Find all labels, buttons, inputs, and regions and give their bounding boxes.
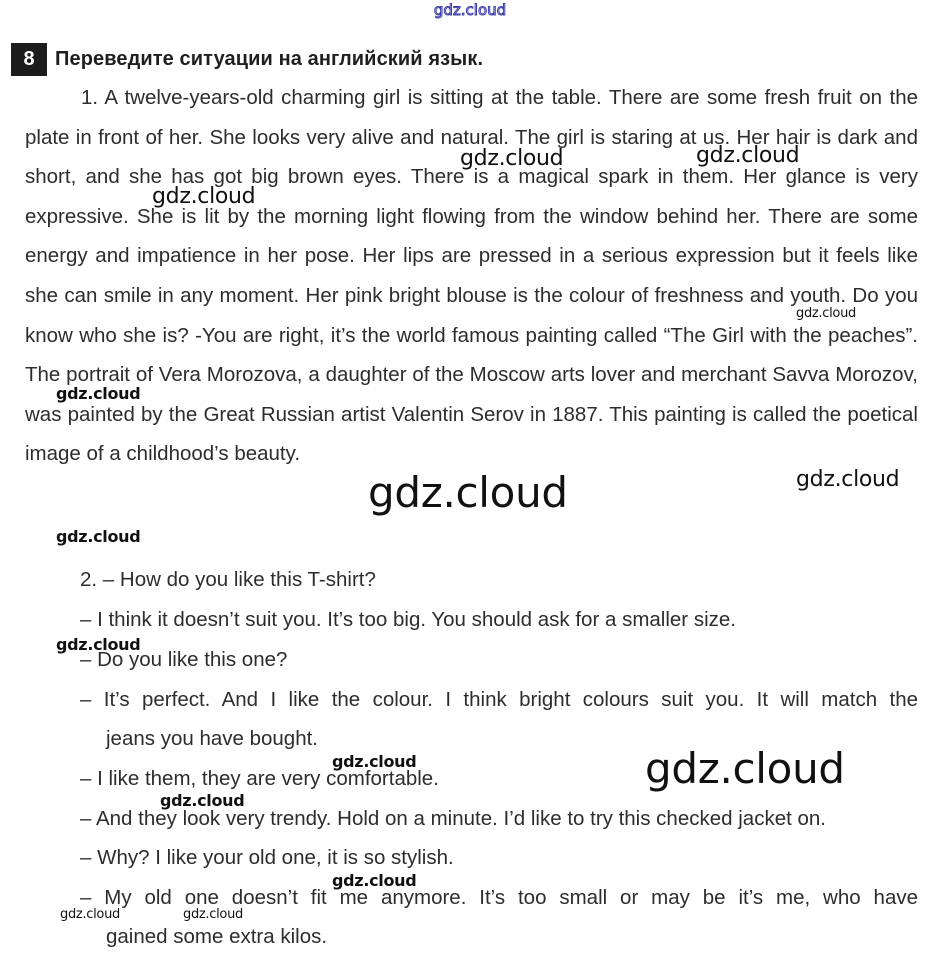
dialogue-line-continued: jeans you have bought.	[106, 727, 318, 750]
watermark: gdz.cloud	[152, 184, 256, 209]
task-title: Переведите ситуации на английский язык.	[55, 47, 484, 70]
dialogue-line: – I like them, they are very comfortable.	[80, 767, 439, 790]
watermark: gdz.cloud	[56, 635, 141, 654]
task-number-badge: 8	[11, 43, 47, 76]
watermark: gdz.cloud	[796, 306, 856, 321]
dialogue-line: – It’s perfect. And I like the colour. I think bright colours suit you. It will match the	[80, 688, 918, 711]
dialogue-line: 2. – How do you like this T-shirt?	[80, 568, 376, 591]
watermark: gdz.cloud	[696, 143, 800, 168]
situation-1-text: 1. A twelve-years-old charming girl is sitting at the table. There are some fresh fruit on the plate in front of her. She looks very alive and natural. The girl is staring at us. Her hair is dark and short, and she has got big brown eyes. There is a magical spark in them. Her glance is very expressive. She is lit by the morning light flowing from the window behind her. There are some energy and impatience in her pose. Her lips are pressed in a serious expression but it feels like she can smile in any moment. Her pink bright blouse is the colour of freshness and youth. Do you know who she is? -You are right, it’s the world famous painting called “The Girl with the peaches”. The portrait of Vera Morozova, a daughter of the Moscow arts lover and merchant Savva Morozov, was painted by the Great Russian artist Valentin Serov in 1887. This painting is called the poetical image of a childhood’s beauty.	[25, 86, 918, 466]
dialogue-line: – My old one doesn’t fit me anymore. It’s too small or may be it’s me, who have	[80, 886, 918, 909]
watermark: gdz.cloud	[332, 871, 417, 890]
dialogue-line: – Why? I like your old one, it is so stylish.	[80, 846, 454, 869]
watermark: gdz.cloud	[56, 384, 141, 403]
dialogue-line: – And they look very trendy. Hold on a minute. I’d like to try this checked jacket on.	[80, 807, 826, 830]
dialogue-line: – Do you like this one?	[80, 648, 288, 671]
watermark: gdz.cloud	[160, 791, 245, 810]
dialogue-line-continued: gained some extra kilos.	[106, 925, 328, 948]
task-header	[11, 42, 483, 76]
watermark: gdz.cloud	[460, 146, 564, 171]
watermark: gdz.cloud	[368, 468, 568, 517]
site-watermark-top: gdz.cloud	[433, 1, 507, 19]
dialogue-line: – I think it doesn’t suit you. It’s too big. You should ask for a smaller size.	[80, 608, 736, 631]
watermark: gdz.cloud	[332, 752, 417, 771]
watermark: gdz.cloud	[183, 907, 243, 922]
watermark: gdz.cloud	[56, 527, 141, 546]
watermark: gdz.cloud	[645, 744, 845, 793]
watermark: gdz.cloud	[796, 467, 900, 492]
watermark: gdz.cloud	[60, 907, 120, 922]
